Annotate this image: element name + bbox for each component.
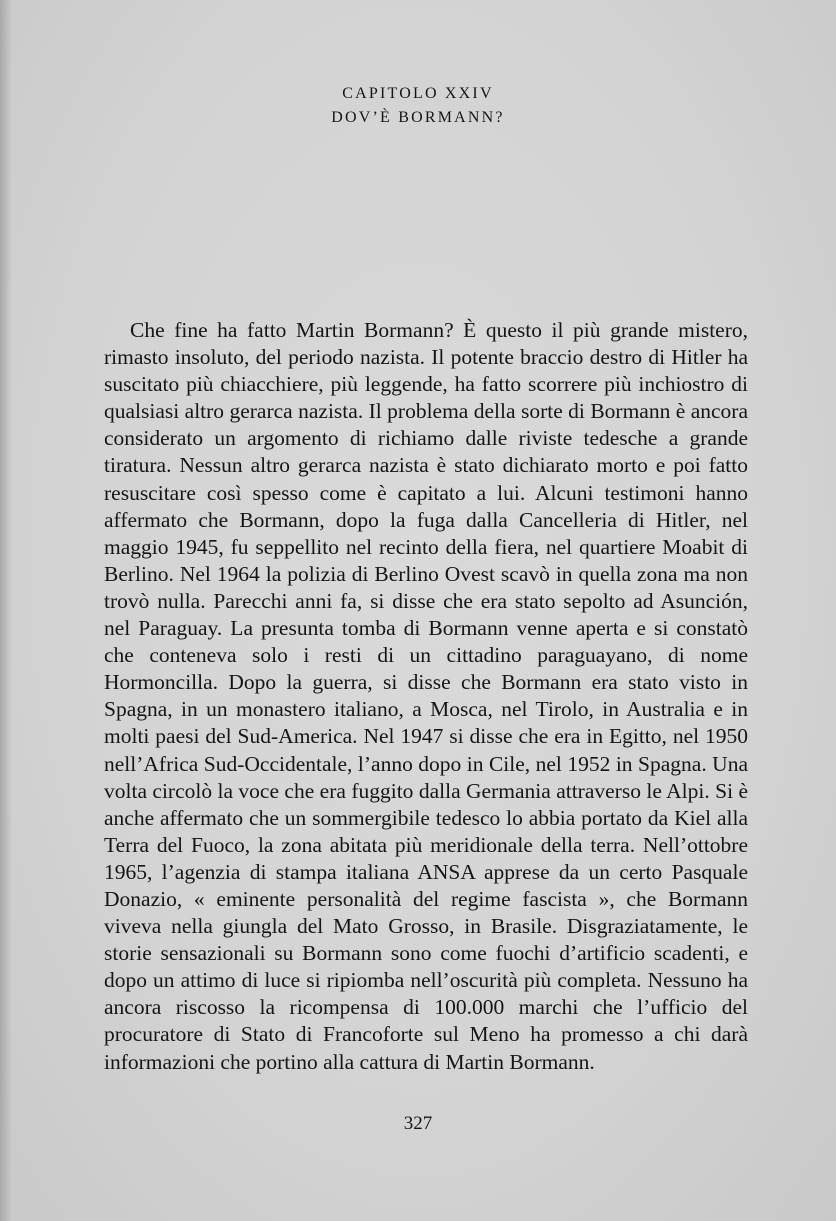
binding-shadow xyxy=(0,0,12,1221)
page-number: 327 xyxy=(403,1113,433,1134)
chapter-number: CAPITOLO XXIV xyxy=(342,85,494,102)
chapter-title: DOV’È BORMANN? xyxy=(331,109,505,126)
body-paragraph: Che fine ha fatto Martin Bormann? È questo il più grande mistero, rimasto insoluto, del periodo nazista. Il potente braccio destro di Hitler ha suscitato più chiacchiere, più leggende, ha fatto scorrere più inchiostro di qualsiasi altro gerarca nazista. Il problema della sorte di Bormann è ancora considerato un argomento di richiamo dalle riviste tedesche a grande tiratura. Nessun altro gerarca nazista è stato dichiarato morto e poi fatto resuscitare così spesso come è capitato a lui. Alcuni testimoni hanno affermato che Bormann, dopo la fuga dalla Cancelleria di Hitler, nel maggio 1945, fu seppellito nel recinto della fiera, nel quartiere Moabit di Berlino. Nel 1964 la polizia di Berlino Ovest scavò in quella zona ma non trovò nulla. Parecchi anni fa, si disse che era stato sepolto ad Asunción, nel Paraguay. La presunta tomba di Bormann venne aperta e si constatò che conteneva solo i resti di un cittadino paraguayano, di nome Hormoncilla. Dopo la guerra, si disse che Bormann era stato visto in Spagna, in un monastero italiano, a Mosca, nel Tirolo, in Australia e in molti paesi del Sud-America. Nel 1947 si disse che era in Egitto, nel 1950 nell’Africa Sud-Occidentale, l’anno dopo in Cile, nel 1952 in Spagna. Una volta circolò la voce che era fuggito dalla Germania attraverso le Alpi. Si è anche affermato che un sommergibile tedesco lo abbia portato da Kiel alla Terra del Fuoco, la zona abitata più meridionale della terra. Nell’ottobre 1965, l’agenzia di stampa italiana ANSA apprese da un certo Pasquale Donazio, « eminente personalità del regime fascista », che Bormann viveva nella giungla del Mato Grosso, in Brasile. Disgraziatamente, le storie sensazionali su Bormann sono come fuochi d’artificio scadenti, e dopo un attimo di luce si ripiomba nell’oscurità più completa. Nessuno ha ancora riscosso la ricompensa di 100.000 marchi che l’ufficio del procuratore di Stato di Francoforte sul Meno ha promesso a chi darà informazioni che portino alla cattura di Martin Bormann. xyxy=(104,318,748,1074)
